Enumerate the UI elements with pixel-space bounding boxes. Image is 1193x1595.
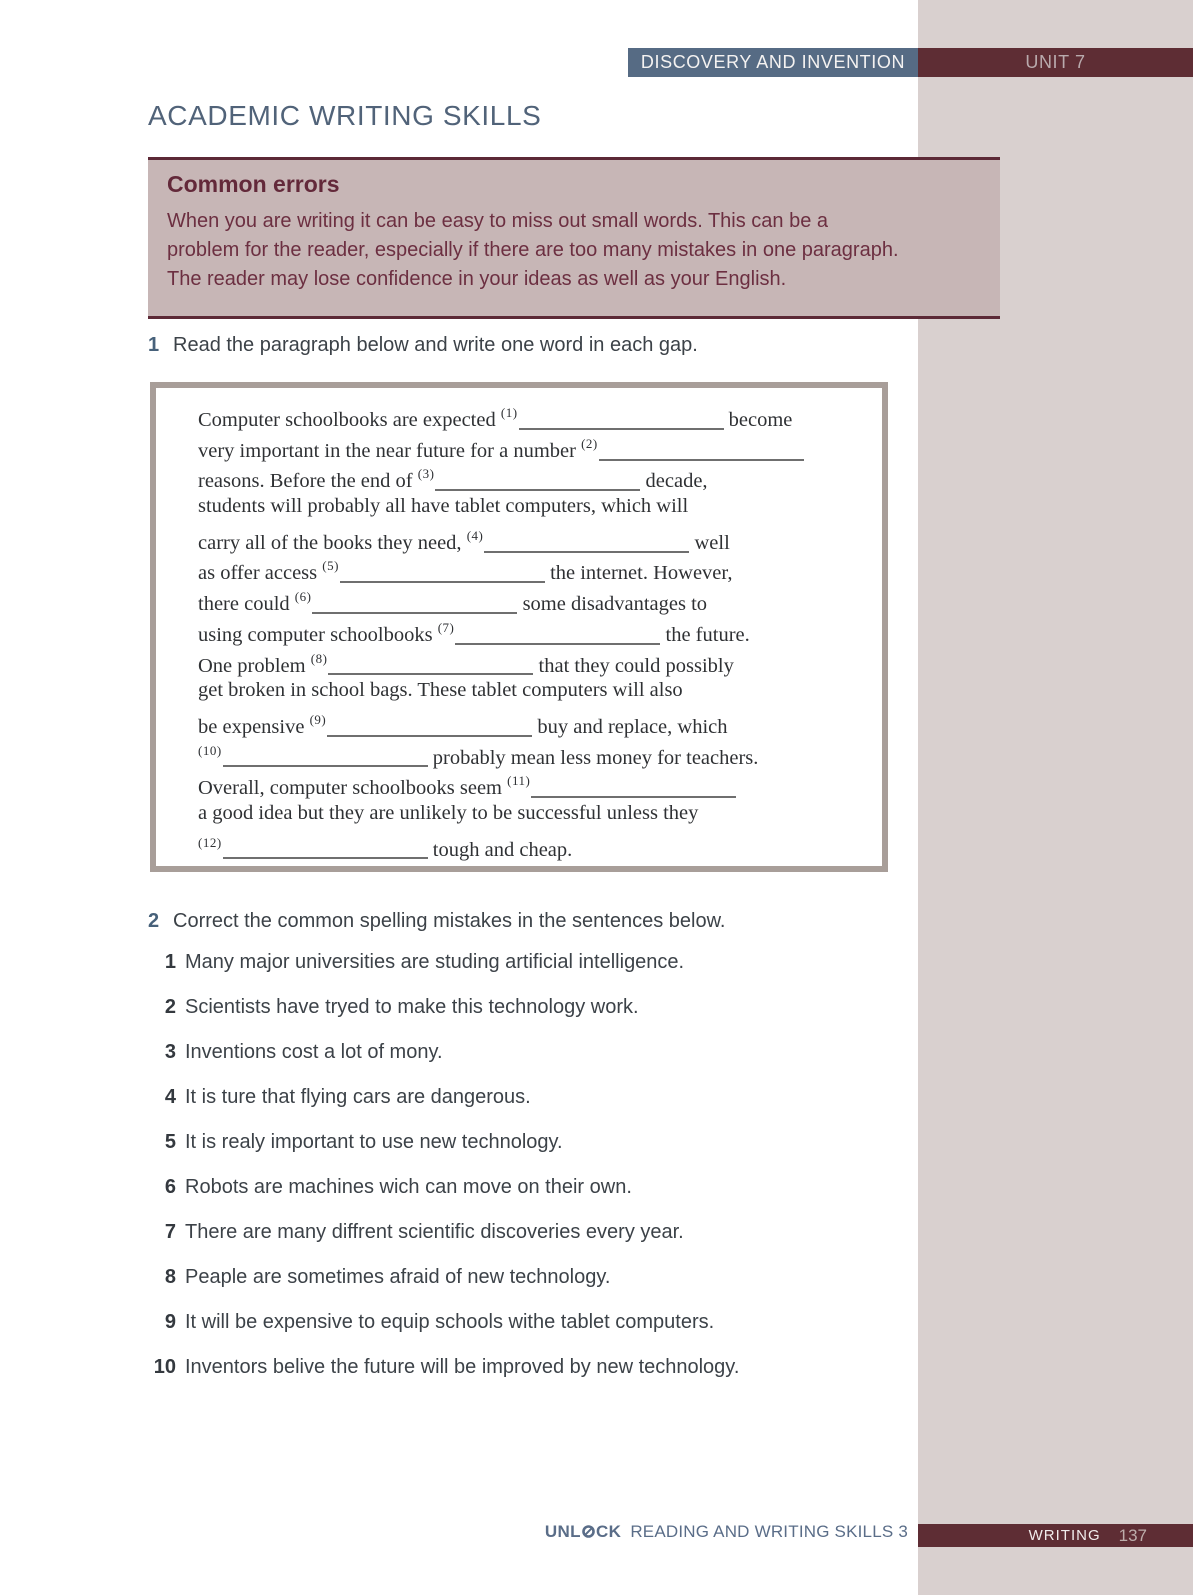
- gap-number: (4): [466, 527, 484, 543]
- paragraph-text: the internet. However,: [544, 562, 733, 585]
- paragraph-text: reasons. Before the end of: [198, 470, 418, 493]
- sentence-number: 9: [164, 1311, 176, 1333]
- unlock-logo-o-icon: [582, 1523, 595, 1543]
- sentence-text: There are many diffrent scientific discoveries every year.: [185, 1221, 684, 1243]
- paragraph-line: [198, 430, 862, 461]
- footer-section-label: WRITING: [1028, 1527, 1101, 1544]
- spelling-sentence-row: [148, 1221, 868, 1266]
- paragraph-line: [198, 552, 862, 583]
- gap-number: (2): [581, 435, 598, 451]
- exercise-1-number: 1: [148, 334, 160, 356]
- paragraph-line: [198, 645, 862, 676]
- spelling-sentence-row: [148, 1176, 868, 1221]
- spelling-sentence-row: [148, 1041, 868, 1086]
- sentence-text: It will be expensive to equip schools withe tablet computers.: [185, 1311, 715, 1333]
- sentence-number: 4: [164, 1086, 176, 1108]
- paragraph-text: there could: [198, 592, 295, 615]
- footer-section-band: [918, 1524, 1193, 1547]
- exercise-2-instruction: [148, 910, 726, 933]
- answer-blank: [223, 853, 428, 859]
- sentence-text: It is ture that flying cars are dangerous.: [185, 1086, 531, 1108]
- gap-number: (9): [309, 711, 327, 727]
- sentence-text: Many major universities are studing artificial intelligence.: [185, 951, 685, 973]
- answer-blank: [327, 731, 532, 737]
- paragraph-text: become: [723, 408, 793, 431]
- sentence-text: Robots are machines wich can move on their own.: [185, 1176, 632, 1198]
- paragraph-text: Overall, computer schoolbooks seem: [198, 777, 508, 800]
- paragraph-line: [198, 706, 862, 737]
- sentence-text: Scientists have tryed to make this technology work.: [185, 996, 639, 1018]
- paragraph-text: Computer schoolbooks are expected: [198, 408, 501, 431]
- common-errors-text-line: problem for the reader, especially if there are too many mistakes in one paragraph.: [167, 239, 899, 261]
- answer-blank: [455, 639, 660, 645]
- spelling-sentence-row: [148, 996, 868, 1041]
- paragraph-text: very important in the near future for a number: [198, 439, 582, 462]
- paragraph-line: [198, 675, 862, 706]
- answer-blank: [519, 424, 724, 430]
- sentence-number: 8: [164, 1266, 176, 1288]
- paragraph-text: some disadvantages to: [517, 592, 708, 615]
- sentence-number: 1: [164, 951, 176, 973]
- gap-number: (8): [310, 650, 328, 666]
- paragraph-text: tough and cheap.: [427, 838, 573, 861]
- paragraph-text: the future.: [660, 623, 750, 646]
- paragraph-text: as offer access: [198, 562, 323, 585]
- paragraph-line: [198, 460, 862, 491]
- paragraph-text: using computer schoolbooks: [198, 623, 438, 646]
- book-reference: [545, 1522, 908, 1542]
- paragraph-text: buy and replace, which: [532, 715, 728, 738]
- theme-banner-label: DISCOVERY AND INVENTION: [640, 52, 906, 72]
- paragraph-line: [198, 767, 862, 798]
- gap-number: (1): [500, 405, 518, 420]
- gap-number: (10): [198, 742, 222, 758]
- gap-fill-paragraph-box: [150, 382, 888, 872]
- page-number: 137: [1118, 1525, 1147, 1545]
- paragraph-text: decade,: [640, 470, 708, 493]
- sentence-text: Peaple are sometimes afraid of new technology.: [185, 1266, 611, 1288]
- exercise-1-instruction: [148, 334, 698, 357]
- sentence-number: 10: [153, 1356, 176, 1378]
- paragraph-line: [198, 399, 862, 430]
- paragraph-text: carry all of the books they need,: [198, 531, 467, 554]
- brand-suffix: CK: [595, 1522, 622, 1541]
- spelling-sentence-row: [148, 1356, 868, 1401]
- paragraph-line: [198, 798, 862, 829]
- sentence-text: Inventions cost a lot of mony.: [185, 1041, 443, 1063]
- exercise-2-text: Correct the common spelling mistakes in the sentences below.: [173, 910, 726, 932]
- gap-number: (3): [417, 466, 435, 482]
- common-errors-title: Common errors: [167, 171, 340, 197]
- paragraph-text: be expensive: [198, 715, 310, 738]
- sentence-text: Inventors belive the future will be improved by new technology.: [185, 1356, 740, 1378]
- common-errors-text-line: The reader may lose confidence in your ideas as well as your English.: [167, 268, 787, 290]
- spelling-sentence-row: [148, 1086, 868, 1131]
- unit-banner: [918, 48, 1193, 77]
- gap-number: (5): [322, 558, 339, 574]
- paragraph-line: [198, 737, 862, 768]
- gap-number: (6): [294, 589, 312, 605]
- spelling-sentence-row: [148, 951, 868, 996]
- paragraph-line: [198, 522, 862, 553]
- unlock-brand: [545, 1522, 622, 1542]
- paragraph-line: [198, 614, 862, 645]
- sentence-number: 7: [164, 1221, 176, 1243]
- spelling-sentence-row: [148, 1131, 868, 1176]
- theme-banner: [628, 48, 918, 77]
- gap-number: (12): [198, 834, 222, 850]
- exercise-1-text: Read the paragraph below and write one word in each gap.: [173, 334, 698, 356]
- gap-number: (7): [437, 619, 455, 635]
- brand-prefix: UNL: [544, 1522, 581, 1541]
- paragraph-text: well: [689, 531, 730, 554]
- common-errors-box: [148, 157, 1000, 319]
- gap-number: (11): [507, 773, 531, 789]
- paragraph-text: students will probably all have tablet computers, which will: [198, 495, 689, 518]
- paragraph-text: get broken in school bags. These tablet computers will also: [198, 679, 683, 702]
- common-errors-text-line: When you are writing it can be easy to miss out small words. This can be a: [167, 210, 829, 232]
- unit-banner-label: UNIT 7: [1025, 52, 1086, 72]
- sentence-number: 5: [164, 1131, 176, 1153]
- paragraph-text: a good idea but they are unlikely to be successful unless they: [198, 801, 699, 824]
- paragraph-line: [198, 583, 862, 614]
- page-title: ACADEMIC WRITING SKILLS: [148, 100, 542, 131]
- sentence-number: 6: [164, 1176, 176, 1198]
- spelling-sentence-row: [148, 1266, 868, 1311]
- sentence-number: 2: [164, 996, 176, 1018]
- book-title: READING AND WRITING SKILLS 3: [630, 1522, 908, 1541]
- sentence-text: It is realy important to use new technology.: [185, 1131, 563, 1153]
- exercise-2-number: 2: [148, 910, 160, 932]
- paragraph-text: probably mean less money for teachers.: [427, 746, 759, 769]
- paragraph-line: [198, 491, 862, 522]
- spelling-sentence-list: [148, 951, 868, 1401]
- paragraph-text: that they could possibly: [533, 654, 734, 677]
- spelling-sentence-row: [148, 1311, 868, 1356]
- paragraph-text: One problem: [198, 654, 311, 677]
- sentence-number: 3: [164, 1041, 176, 1063]
- paragraph-line: [198, 829, 862, 860]
